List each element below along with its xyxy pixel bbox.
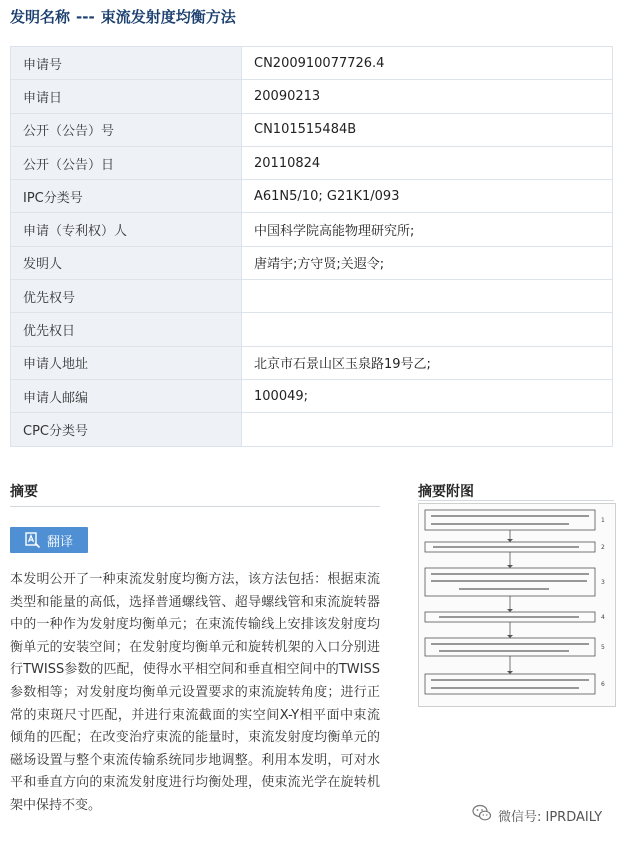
info-row-label: 申请号 bbox=[11, 47, 242, 80]
info-row-value: 100049; bbox=[242, 379, 613, 412]
info-row-label: 申请人邮编 bbox=[11, 379, 242, 412]
abstract-heading: 摘要 bbox=[10, 484, 38, 500]
info-row-label: 发明人 bbox=[11, 246, 242, 279]
info-row-label: 申请日 bbox=[11, 80, 242, 113]
wechat-icon bbox=[472, 804, 492, 826]
info-row-value bbox=[242, 413, 613, 446]
invention-title-bar bbox=[10, 6, 630, 28]
info-row-label: 申请（专利权）人 bbox=[11, 213, 242, 246]
invention-title: 束流发射度均衡方法 bbox=[100, 8, 236, 26]
info-row-value: 20090213 bbox=[242, 80, 613, 113]
info-row-label: CPC分类号 bbox=[11, 413, 242, 446]
translate-label: 翻译 bbox=[46, 534, 73, 550]
info-row-value bbox=[242, 313, 613, 346]
info-row bbox=[11, 47, 613, 80]
flowchart-step-number: 4 bbox=[601, 614, 605, 621]
info-row bbox=[11, 346, 613, 379]
info-row-label: 优先权日 bbox=[11, 313, 242, 346]
info-row bbox=[11, 146, 613, 179]
figure-divider bbox=[418, 500, 614, 501]
info-row-label: 公开（公告）号 bbox=[11, 113, 242, 146]
info-row bbox=[11, 413, 613, 446]
info-row bbox=[11, 313, 613, 346]
info-row bbox=[11, 213, 613, 246]
info-row-value: 唐靖宇;方守贤;关遐令; bbox=[242, 246, 613, 279]
info-row-value: 中国科学院高能物理研究所; bbox=[242, 213, 613, 246]
info-row bbox=[11, 113, 613, 146]
info-row bbox=[11, 180, 613, 213]
info-row-value: 20110824 bbox=[242, 146, 613, 179]
info-row bbox=[11, 379, 613, 412]
info-row-label: IPC分类号 bbox=[11, 180, 242, 213]
info-row-value: CN200910077726.4 bbox=[242, 47, 613, 80]
info-row-value: CN101515484B bbox=[242, 113, 613, 146]
flowchart-step-number: 3 bbox=[601, 579, 605, 586]
title-label: 发明名称 bbox=[10, 8, 71, 26]
abstract-text: 本发明公开了一种束流发射度均衡方法，该方法包括：根据束流类型和能量的高低，选择普通螺线管、超导螺线管和束流旋转器中的一种作为发射度均衡单元；在束流传输线上安排该发射度均衡单元的安装空间；在发射度均衡单元和旋转机架的入口分别进行TWISS参数的匹配，使得水平相空间和垂直相空间中的TWISS参数相等；对发射度均衡单元设置要求的束流旋转角度；进行正常的束斑尺寸匹配，并进行束流截面的实空间X-Y相平面中束流倾角的匹配；在改变治疗束流的能量时，束流发射度均衡单元的磁场设置与整个束流传输系统同步地调整。利用本发明，可对水平和垂直方向的束流发射度进行均衡处理，使束流光学在旋转机架中保持不变。 bbox=[10, 572, 380, 813]
flowchart-step-number: 5 bbox=[601, 644, 605, 651]
abstract-figure bbox=[418, 503, 616, 707]
info-row-value bbox=[242, 280, 613, 313]
abstract-divider bbox=[10, 506, 380, 507]
info-row-label: 申请人地址 bbox=[11, 346, 242, 379]
title-separator: --- bbox=[76, 8, 95, 26]
figure-heading: 摘要附图 bbox=[418, 484, 474, 500]
translate-button[interactable] bbox=[10, 527, 88, 553]
info-row bbox=[11, 80, 613, 113]
wechat-watermark bbox=[472, 804, 602, 826]
flowchart-step-number: 1 bbox=[601, 517, 605, 524]
info-row-value: 北京市石景山区玉泉路19号乙; bbox=[242, 346, 613, 379]
info-row-label: 优先权号 bbox=[11, 280, 242, 313]
info-row bbox=[11, 246, 613, 279]
flowchart-step-number: 2 bbox=[601, 544, 605, 551]
flowchart-image bbox=[419, 504, 615, 706]
info-row bbox=[11, 280, 613, 313]
translate-icon bbox=[25, 532, 41, 548]
info-row-label: 公开（公告）日 bbox=[11, 146, 242, 179]
flowchart-step-number: 6 bbox=[601, 681, 605, 688]
watermark-text: 微信号: IPRDAILY bbox=[498, 809, 603, 825]
info-row-value: A61N5/10; G21K1/093 bbox=[242, 180, 613, 213]
patent-info-table bbox=[10, 46, 613, 447]
